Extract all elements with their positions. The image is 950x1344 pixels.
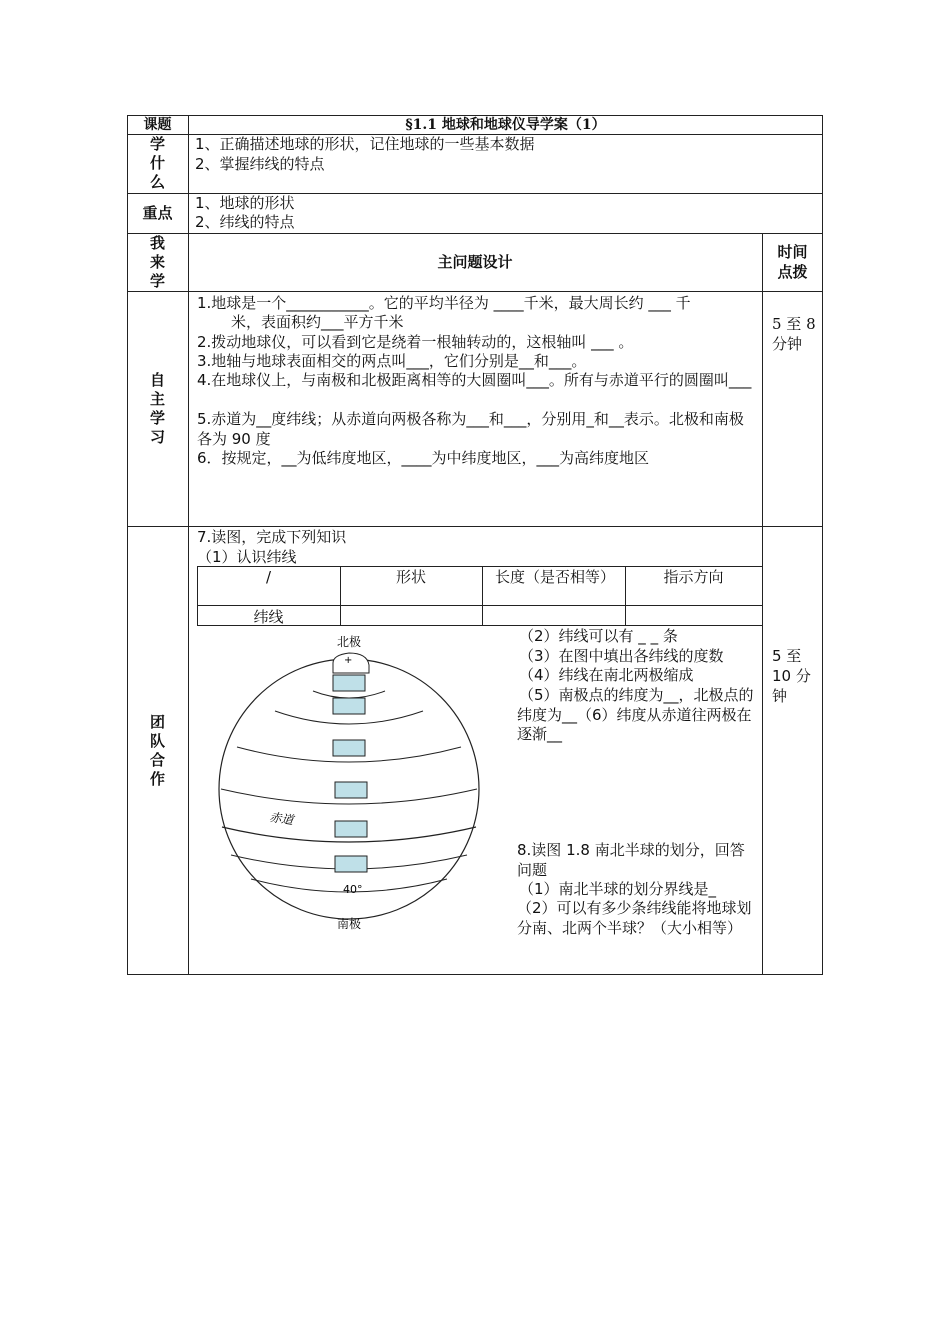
row-divider: [127, 526, 823, 527]
table-header-direction: 指示方向: [663, 568, 724, 586]
question-3: 3.地轴与地球表面相交的两点叫___，它们分别是__和___。: [197, 352, 587, 370]
inner-table-mid: [197, 605, 762, 606]
latitude-box-6: [335, 856, 367, 872]
north-pole-label: 北极: [337, 635, 362, 649]
row-divider: [127, 291, 823, 292]
question-7: 7.读图，完成下列知识: [197, 528, 347, 546]
south-pole-label: 南极: [337, 917, 362, 931]
col-header-left: [127, 233, 188, 291]
table-header-length: 长度（是否相等）: [495, 568, 616, 586]
learn-label-text: 学什么: [149, 135, 165, 191]
learn-item-2: 2、掌握纬线的特点: [195, 155, 325, 173]
key-item-1: 1、地球的形状: [195, 194, 295, 212]
question-6: 6．按规定，__为低纬度地区，____为中纬度地区，___为高纬度地区: [197, 449, 650, 467]
question-8-1: （1）南北半球的划分界线是_: [519, 880, 717, 898]
learn-item-1: 1、正确描述地球的形状，记住地球的一些基本数据: [195, 135, 535, 153]
col-divider-right: [762, 233, 763, 975]
table-header-shape: 形状: [395, 568, 426, 586]
worksheet-table: [127, 115, 823, 975]
team-label-text: 团队合作: [149, 712, 165, 788]
team-label: [127, 526, 188, 975]
self-study-label-text: 自主学习: [149, 370, 165, 446]
question-8: 8.读图 1.8 南北半球的划分，回答问题: [517, 841, 745, 879]
equator-label: 赤道: [268, 810, 295, 828]
lat-40-label: 40°: [343, 883, 363, 896]
inner-table-top: [197, 566, 762, 567]
latitude-box-2: [333, 698, 365, 714]
latitude-box-5: [335, 821, 367, 837]
question-2: 2.拨动地球仪，可以看到它是绕着一根轴转动的，这根轴叫 ___ 。: [197, 333, 634, 351]
question-7-3: （3）在图中填出各纬线的度数: [519, 647, 724, 665]
question-7-sub: （1）认识纬线: [197, 548, 297, 566]
self-study-label: [127, 291, 188, 526]
inner-table-col: [482, 566, 483, 625]
question-1b: 米，表面积约___平方千米: [231, 313, 404, 331]
page-title: §1.1 地球和地球仪导学案（1）: [405, 116, 606, 133]
subject-label: 课题: [143, 116, 172, 133]
key-item-2: 2、纬线的特点: [195, 213, 295, 231]
key-label: 重点: [142, 204, 173, 222]
table-header-slash: /: [265, 568, 272, 586]
question-8-2: （2）可以有多少条纬线能将地球划分南、北两个半球？（大小相等）: [517, 899, 752, 937]
question-7-5: （5）南极点的纬度为__，北极点的纬度为__（6）纬度从赤道往两极在逐渐__: [517, 686, 754, 743]
latitude-box-1: [333, 675, 365, 691]
question-7-4: （4）纬线在南北两极缩成: [519, 666, 694, 684]
globe-diagram: [207, 627, 507, 937]
col-header-middle: 主问题设计: [437, 253, 513, 271]
col-header-right: [762, 233, 823, 291]
question-4: 4.在地球仪上，与南极和北极距离相等的大圆圈叫___。所有与赤道平行的圆圈叫___: [197, 371, 752, 389]
question-7-2: （2）纬线可以有 _ _ 条: [519, 627, 678, 645]
table-row-latitude: 纬线: [253, 608, 284, 626]
question-5: 5.赤道为__度纬线；从赤道向两极各称为___和___，分别用_和__表示。北极和南极各为 90 度: [197, 410, 744, 448]
col-header-right-text: 时间点拨: [777, 243, 808, 281]
latitude-box-4: [335, 782, 367, 798]
self-study-time: 5 至 8 分钟: [772, 315, 816, 353]
north-pole-mark: +: [344, 655, 353, 666]
col-header-left-text: 我来学: [149, 233, 165, 290]
learn-label: [127, 134, 188, 193]
question-1a: 1.地球是一个___________。它的平均半径为 ____千米，最大周长约 ___ 千: [197, 294, 691, 312]
team-time: 5 至 10 分钟: [772, 647, 811, 705]
latitude-box-3: [333, 740, 365, 756]
